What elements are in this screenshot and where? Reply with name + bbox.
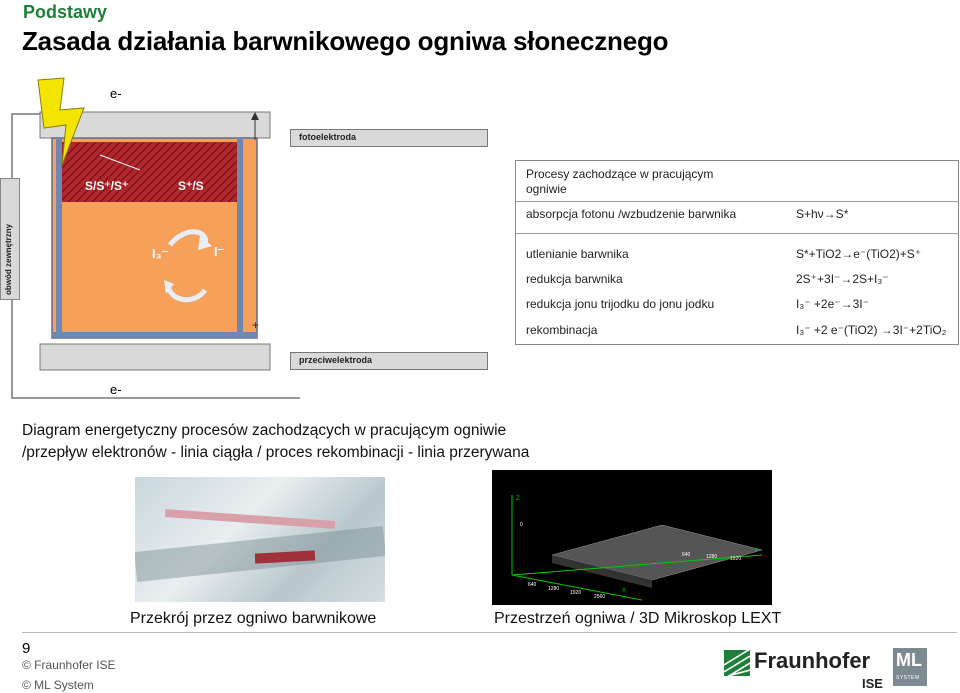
dye-label-left: S/S⁺/S⁺ — [85, 179, 129, 193]
tick-label: 1920 — [730, 556, 742, 562]
external-circuit-label: obwód zewnętrzny — [4, 223, 13, 295]
diagram-caption — [22, 420, 529, 464]
ml-logo-text: ML — [896, 650, 922, 670]
ml-system-logo — [893, 648, 927, 686]
tick-label: X — [622, 588, 627, 594]
counter-electrode-glass — [40, 344, 270, 370]
process-equation: I₃⁻ +2 e⁻(TiO2) →3I⁻+2TiO₂ — [796, 323, 947, 337]
table-divider — [516, 233, 958, 234]
copyright-fraunhofer: © Fraunhofer ISE — [22, 658, 116, 672]
tick-label: Y — [754, 548, 759, 554]
process-label: redukcja jonu trijodku do jonu jodku — [526, 297, 715, 311]
fraunhofer-logo-sub: ISE — [862, 676, 883, 691]
footer-divider — [22, 632, 957, 633]
process-label: rekombinacja — [526, 323, 598, 337]
cross-section-photo — [135, 477, 385, 602]
right-electrode — [237, 138, 243, 338]
section-label: Podstawy — [23, 2, 108, 22]
process-equation: 2S⁺+3I⁻→2S+I₃⁻ — [796, 272, 889, 286]
caption-line-1: Diagram energetyczny procesów zachodzących w pracującym ogniwie — [22, 422, 507, 439]
dye-layer — [62, 142, 237, 202]
tick-label: 640 — [682, 552, 691, 558]
process-equation: S*+TiO2→e⁻(TiO2)+S⁺ — [796, 247, 922, 261]
process-equation: S+hν→S* — [796, 207, 849, 221]
process-label: utlenianie barwnika — [526, 247, 629, 261]
process-label: absorpcja fotonu /wzbudzenie barwnika — [526, 207, 737, 221]
dye-strip — [165, 509, 335, 529]
tick-label: 640 — [528, 582, 537, 588]
dye-label-right: S⁺/S — [178, 179, 204, 193]
process-label: redukcja barwnika — [526, 272, 623, 286]
left-image-caption: Przekrój przez ogniwo barwnikowe — [130, 610, 377, 627]
electron-top-label: e- — [110, 86, 122, 101]
iodide-label-right: I⁻ — [214, 244, 225, 259]
tick-label: 1280 — [706, 554, 718, 560]
page-title: Zasada działania barwnikowego ogniwa słonecznego — [22, 26, 669, 56]
photoelectrode-label: fotoelektroda — [290, 129, 488, 147]
plus-label: + — [252, 318, 260, 332]
tick-label: Z — [516, 496, 520, 502]
process-equation: I₃⁻ +2e⁻→3I⁻ — [796, 297, 869, 311]
left-electrode — [56, 138, 62, 338]
external-circuit-box — [0, 178, 20, 300]
tick-label: 1280 — [548, 586, 560, 592]
iodide-label-left: I₃⁻ — [152, 246, 169, 261]
electron-bottom-label: e- — [110, 382, 122, 397]
process-table — [515, 160, 959, 345]
ml-logo-sub: SYSTEM — [896, 675, 920, 681]
right-image-caption: Przestrzeń ogniwa / 3D Mikroskop LEXT — [494, 610, 782, 627]
counter-electrode-label: przeciwelektroda — [290, 352, 488, 370]
table-divider — [516, 201, 958, 202]
caption-line-2: /przepływ elektronów - linia ciągła / proces rekombinacji - linia przerywana — [22, 444, 530, 461]
page-number: 9 — [22, 640, 31, 657]
fraunhofer-logo-icon — [724, 650, 750, 676]
process-table-header: Procesy zachodzące w pracującym ogniwie — [526, 167, 714, 196]
tick-label: 1920 — [570, 590, 582, 596]
microscope-3d-image — [492, 470, 772, 605]
fraunhofer-logo-text: Fraunhofer — [754, 648, 871, 673]
tick-label: 2560 — [594, 594, 606, 600]
cell-diagram — [0, 70, 300, 410]
copyright-ml-system: © ML System — [22, 678, 94, 692]
tick-label: 0 — [520, 522, 523, 528]
counter-electrode-plate — [52, 332, 257, 338]
